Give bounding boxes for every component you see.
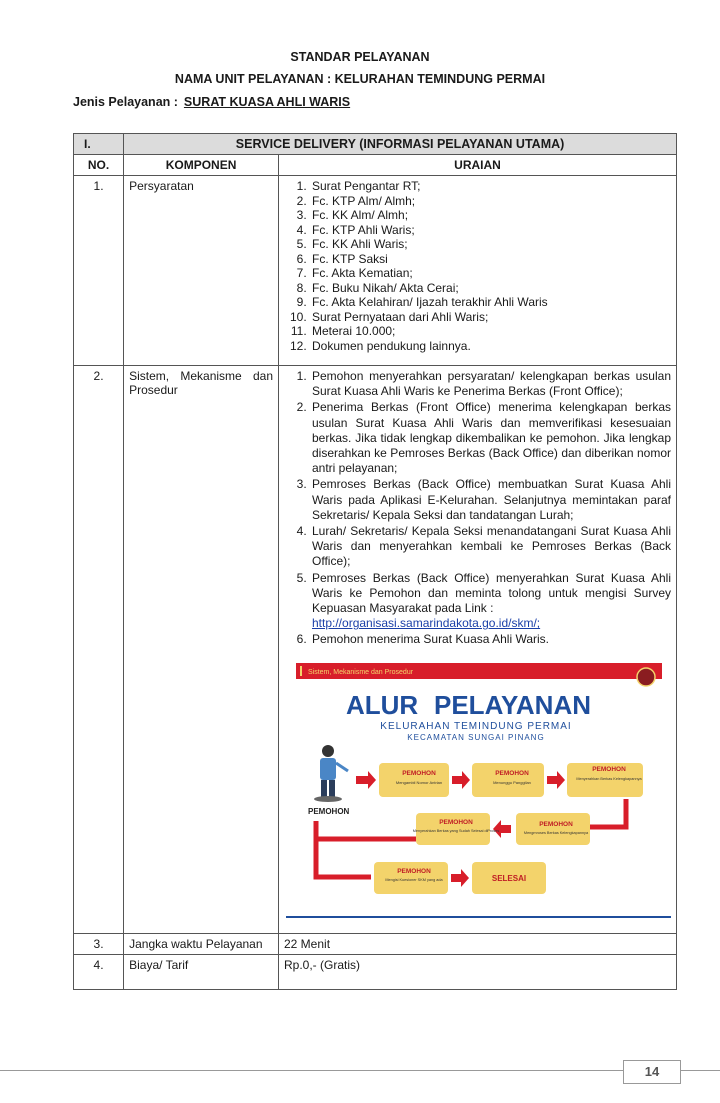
person-icon	[320, 745, 348, 798]
step-box-1-sub: Mengambil Nomor Antrian	[395, 779, 443, 785]
step-box-4	[516, 813, 590, 845]
list-item: 4. Lurah/ Sekretaris/ Kepala Seksi menandatangani Surat Kuasa Ahli Waris dan menyerahkan kembali ke Pemroses Berkas (Back Office);	[310, 524, 671, 570]
row-no: 4.	[74, 954, 124, 989]
section-header-row	[74, 134, 677, 155]
title-pelayanan: PELAYANAN	[434, 689, 592, 720]
list-item: 1. Surat Pengantar RT;	[310, 179, 671, 194]
list-item: 10. Surat Pernyataan dari Ahli Waris;	[310, 310, 671, 325]
row-persyaratan	[74, 176, 677, 366]
row-komponen: Sistem, Mekanisme dan Prosedur	[124, 366, 279, 934]
list-item: 3. Pemroses Berkas (Back Office) membuatkan Surat Kuasa Ahli Waris pada Aplikasi E-Kelurahan. Selanjutnya memintakan paraf Sekretaris/ Kepala Seksi dan tandatangan Lurah;	[310, 477, 671, 523]
list-item: 3. Fc. KK Alm/ Almh;	[310, 208, 671, 223]
col-no: NO.	[74, 155, 124, 176]
arrow-icon	[451, 869, 469, 887]
subtitle-kelurahan: KELURAHAN TEMINDUNG PERMAI	[380, 720, 572, 732]
banner-text: Sistem, Mekanisme dan Prosedur	[308, 668, 414, 676]
step-box-4-title: PEMOHON	[539, 820, 573, 828]
row-uraian	[279, 176, 677, 366]
step-box-3-sub: Menyerahkan Berkas Kelengkapannya	[576, 776, 642, 781]
row-prosedur	[74, 366, 677, 934]
title-standar: STANDAR PELAYANAN	[290, 50, 430, 64]
row-no: 2.	[74, 366, 124, 934]
step-box-2-title: PEMOHON	[495, 769, 529, 777]
list-item: 2. Fc. KTP Alm/ Almh;	[310, 194, 671, 209]
list-item: 1. Pemohon menyerahkan persyaratan/ kelengkapan berkas usulan Surat Kuasa Ahli Waris ke Penerima Berkas (Front Office);	[310, 369, 671, 399]
emblem-icon	[637, 668, 655, 686]
connector-right	[586, 799, 626, 827]
step-box-7-title: SELESAI	[491, 873, 527, 883]
list-item: 6. Pemohon menerima Surat Kuasa Ahli Waris.	[310, 632, 671, 647]
step-box-5-sub: Menyerahkan Berkas yang Sudah Selesai diProses	[412, 828, 500, 833]
jenis-label: Jenis Pelayanan :	[73, 95, 178, 109]
prosedur-list	[284, 369, 671, 648]
person-shadow	[314, 796, 342, 802]
row-no: 3.	[74, 933, 124, 954]
jenis-value: SURAT KUASA AHLI WARIS	[183, 95, 351, 109]
skm-link[interactable]: http://organisasi.samarindakota.go.id/skm/;	[312, 616, 541, 631]
step-box-1-title: PEMOHON	[402, 769, 436, 777]
list-item: 7. Fc. Akta Kematian;	[310, 266, 671, 281]
list-item: 5. Fc. KK Ahli Waris;	[310, 237, 671, 252]
row-no: 1.	[74, 176, 124, 366]
list-item: 8. Fc. Buku Nikah/ Akta Cerai;	[310, 281, 671, 296]
col-komponen: KOMPONEN	[124, 155, 279, 176]
subtitle-kecamatan: KECAMATAN SUNGAI PINANG	[407, 732, 545, 742]
banner-accent	[300, 666, 302, 676]
row-uraian	[279, 366, 677, 934]
list-item: 9. Fc. Akta Kelahiran/ Ijazah terakhir Ahli Waris	[310, 295, 671, 310]
step-box-3-title: PEMOHON	[592, 765, 626, 773]
list-item: 4. Fc. KTP Ahli Waris;	[310, 223, 671, 238]
row-komponen: Jangka waktu Pelayanan	[124, 933, 279, 954]
column-header-row	[74, 155, 677, 176]
connector-left	[316, 821, 371, 877]
step-box-4-sub: Mengmroses Berkas Kelengkapannya	[523, 830, 589, 835]
row-uraian: 22 Menit	[279, 933, 677, 954]
arrow-icon	[547, 771, 565, 789]
step-box-2-sub: Menunggu Panggilan	[493, 779, 531, 785]
step-box-5-title: PEMOHON	[439, 818, 473, 826]
list-item: 2. Penerima Berkas (Front Office) menerima kelengkapan berkas usulan Surat Kuasa Ahli Waris dan memverifikasi kesesuaian berkas. Jika tidak lengkap dikembalikan ke pemohon. Jika lengkap diserahkan ke Pemroses Berkas (Back Office) dan diberikan nomor antri pelayanan;	[310, 400, 671, 476]
section-title: SERVICE DELIVERY (INFORMASI PELAYANAN UTAMA)	[124, 134, 677, 155]
alur-pelayanan-diagram	[286, 659, 671, 921]
step-text: Pemroses Berkas (Back Office) menyerahkan Surat Kuasa Ahli Waris ke Pemohon dan meminta tolong untuk mengisi Survey Kepuasan Masyarakat pada Link :	[312, 570, 671, 616]
title-unit: NAMA UNIT PELAYANAN : KELURAHAN TEMINDUNG PERMAI	[174, 72, 546, 86]
list-item	[310, 571, 671, 632]
page-number: 14	[623, 1060, 681, 1084]
title-alur: ALUR	[346, 689, 419, 720]
arrow-icon	[356, 771, 376, 789]
row-jangka-waktu	[74, 933, 677, 954]
list-item: 12. Dokumen pendukung lainnya.	[310, 339, 671, 354]
footer-line	[0, 1070, 720, 1071]
row-komponen: Biaya/ Tarif	[124, 954, 279, 989]
row-komponen: Persyaratan	[124, 176, 279, 366]
step-box-6-title: PEMOHON	[397, 867, 431, 875]
jenis-pelayanan	[73, 95, 350, 109]
list-item: 11. Meterai 10.000;	[310, 324, 671, 339]
col-uraian: URAIAN	[279, 155, 677, 176]
service-table	[73, 133, 677, 990]
list-item: 6. Fc. KTP Saksi	[310, 252, 671, 267]
row-uraian: Rp.0,- (Gratis)	[279, 954, 677, 989]
pemohon-label: PEMOHON	[308, 806, 350, 816]
row-biaya	[74, 954, 677, 989]
section-number: I.	[74, 134, 124, 155]
arrow-icon	[452, 771, 470, 789]
persyaratan-list	[284, 179, 671, 353]
step-box-6-sub: Mengisi Kuesioner SKM yang ada	[385, 877, 443, 882]
